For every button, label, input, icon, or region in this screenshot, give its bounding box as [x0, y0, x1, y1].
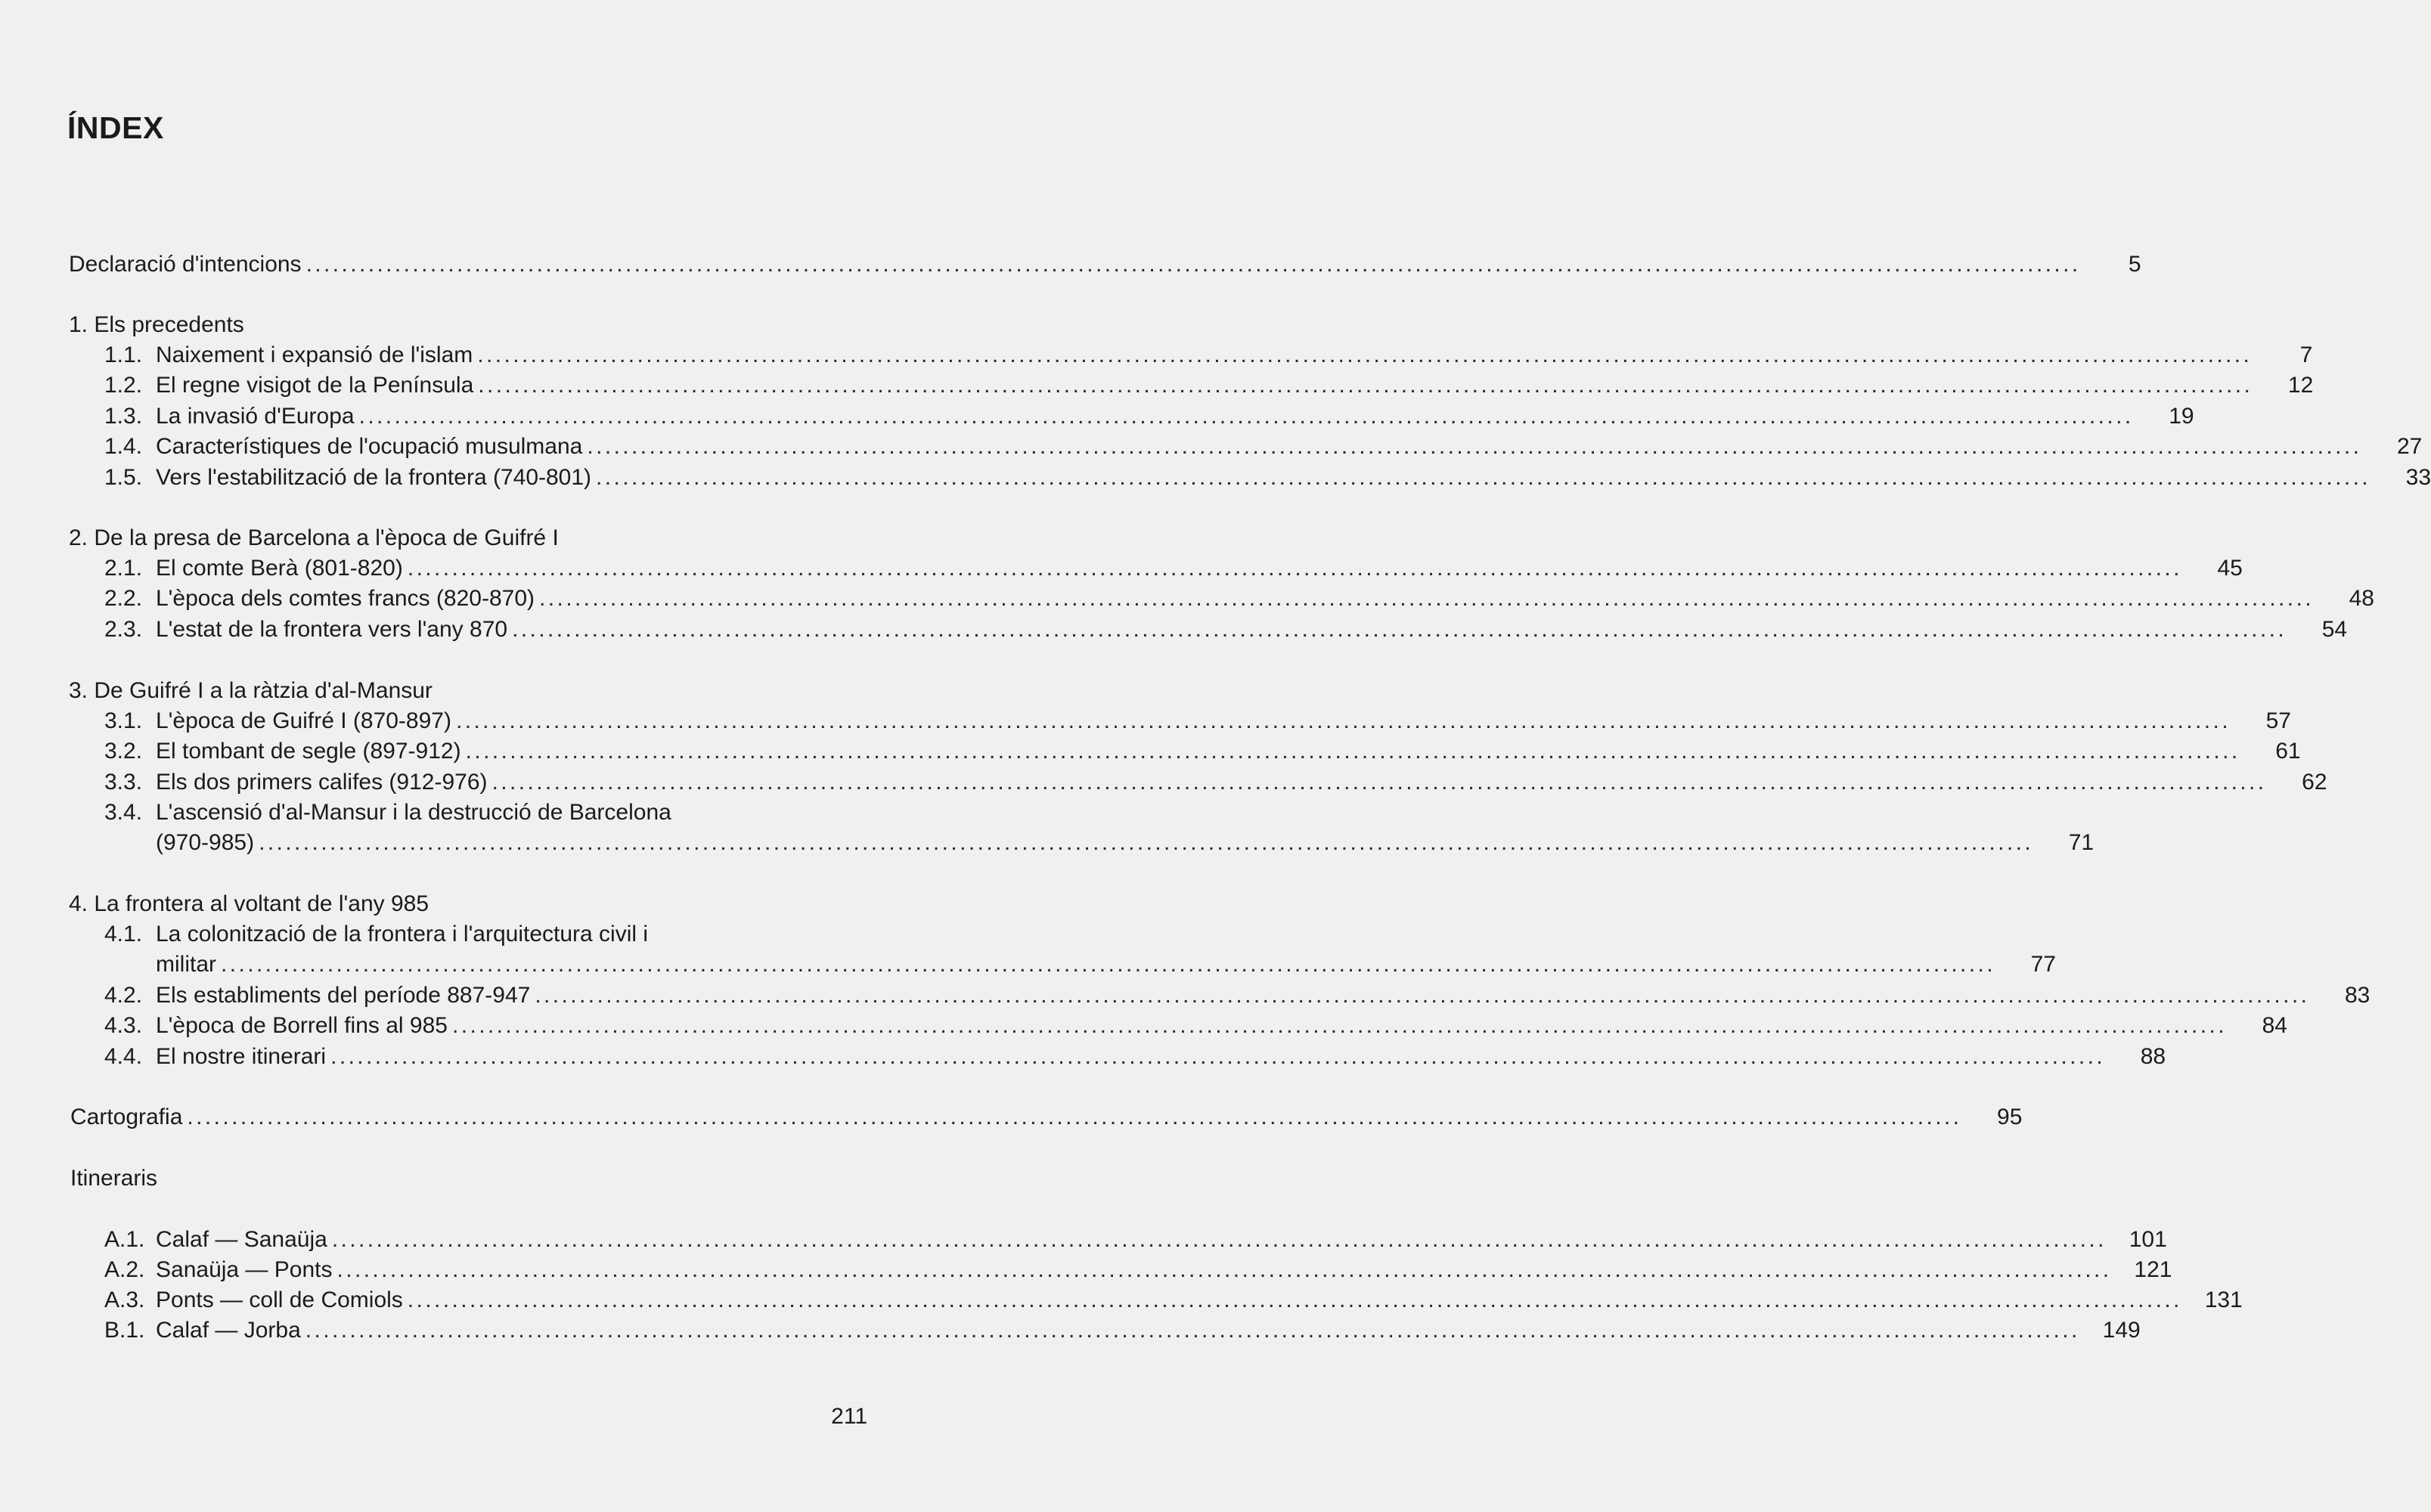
toc-entry — [104, 615, 2348, 645]
toc-entry — [104, 981, 2371, 1011]
dot-leader: ........................................................................................................................................................................................................ — [187, 1105, 1962, 1129]
entry-page-number: 33 — [2405, 465, 2431, 490]
dot-leader: ........................................................................................................................................................................................................ — [305, 1318, 2080, 1343]
toc-entry — [104, 401, 2194, 432]
toc-entry — [104, 767, 2327, 798]
entry-page-number: 19 — [2169, 404, 2194, 429]
entry-number: 1.5. — [104, 465, 143, 490]
section-heading: 2. De la presa de Barcelona a l'època de Guifré I — [69, 525, 559, 550]
toc-entry — [104, 432, 2423, 462]
toc-entry — [104, 919, 867, 950]
entry-label: (970-985) — [156, 830, 255, 855]
dot-leader: ........................................................................................................................................................................................................ — [587, 434, 2362, 459]
entry-label: L'època de Borrell fins al 985 — [156, 1013, 448, 1038]
entry-page-number: 77 — [2030, 952, 2056, 977]
entry-number: B.1. — [104, 1318, 145, 1343]
entry-number: 1.2. — [104, 373, 143, 398]
dot-leader: ........................................................................................................................................................................................................ — [259, 830, 2034, 855]
entry-number: 4.1. — [104, 922, 143, 947]
entry-page-number: 88 — [2140, 1044, 2166, 1069]
entry-number: A.2. — [104, 1257, 145, 1282]
entry-number: 1.1. — [104, 342, 143, 367]
page-title: ÍNDEX — [67, 110, 164, 145]
toc-entry — [104, 736, 2301, 767]
entry-label: militar — [156, 952, 216, 977]
entry-page-number: 48 — [2349, 586, 2374, 611]
entry-label: Calaf — Jorba — [156, 1318, 301, 1343]
entry-number: 3.4. — [104, 800, 143, 825]
entry-number: 3.3. — [104, 770, 143, 795]
entry-page-number: 45 — [2217, 556, 2243, 581]
dot-leader: ........................................................................................................................................................................................................ — [477, 342, 2253, 367]
toc-entry — [104, 584, 2374, 614]
entry-number: 4.4. — [104, 1044, 143, 1069]
entry-label: Vers l'estabilització de la frontera (740-801) — [156, 465, 592, 490]
toc-entry — [104, 463, 2431, 493]
entry-number: 1.4. — [104, 434, 143, 459]
toc-entry — [104, 798, 867, 828]
dot-leader: ........................................................................................................................................................................................................ — [451, 1013, 2227, 1038]
toc-entry — [104, 370, 2314, 401]
toc-entry — [104, 1042, 2166, 1072]
entry-number: 2.2. — [104, 586, 143, 611]
section-heading: 4. La frontera al voltant de l'any 985 — [69, 891, 429, 916]
entry-page-number: 131 — [2204, 1287, 2243, 1312]
dot-leader: ........................................................................................................................................................................................................ — [305, 252, 2081, 277]
section-heading: Itineraris — [70, 1166, 158, 1191]
entry-number: 1.3. — [104, 404, 143, 429]
entry-label: La invasió d'Europa — [156, 404, 355, 429]
entry-number: 3.1. — [104, 708, 143, 733]
entry-label: Sanaüja — Ponts — [156, 1257, 333, 1282]
entry-label: Calaf — Sanaüja — [156, 1227, 327, 1252]
entry-page-number: 5 — [2128, 252, 2141, 277]
entry-page-number: 54 — [2321, 617, 2348, 642]
entry-label: El nostre itinerari — [156, 1044, 327, 1069]
page-number: 211 — [831, 1404, 867, 1429]
entry-number: A.1. — [104, 1227, 145, 1252]
dot-leader: ........................................................................................................................................................................................................ — [331, 1227, 2107, 1252]
dot-leader: ........................................................................................................................................................................................................ — [336, 1257, 2112, 1282]
toc-entry — [104, 1315, 2141, 1346]
dot-leader: ........................................................................................................................................................................................................ — [539, 586, 2314, 611]
entry-page-number: 101 — [2129, 1227, 2167, 1252]
entry-label: Els establiments del període 887-947 — [156, 983, 531, 1008]
dot-leader: ........................................................................................................................................................................................................ — [512, 617, 2287, 642]
toc-entry — [70, 1102, 2023, 1132]
entry-label: Característiques de l'ocupació musulmana — [156, 434, 583, 459]
dot-leader: ........................................................................................................................................................................................................ — [407, 556, 2182, 581]
toc-entry — [104, 553, 2243, 584]
dot-leader: ........................................................................................................................................................................................................ — [221, 952, 1995, 977]
entry-label: La colonització de la frontera i l'arquitectura civil i — [156, 922, 649, 947]
dot-leader: ........................................................................................................................................................................................................ — [465, 739, 2240, 764]
entry-label: L'època de Guifré I (870-897) — [156, 708, 451, 733]
toc-entry — [156, 950, 2056, 980]
entry-page-number: 83 — [2344, 983, 2371, 1008]
toc-entry — [156, 828, 2095, 858]
entry-label: El comte Berà (801-820) — [156, 556, 403, 581]
entry-label: El regne visigot de la Península — [156, 373, 474, 398]
toc-entry — [69, 249, 2141, 280]
entry-label: L'ascensió d'al-Mansur i la destrucció de Barcelona — [156, 800, 671, 825]
toc-entry — [104, 706, 2291, 736]
entry-page-number: 62 — [2302, 770, 2327, 795]
dot-leader: ........................................................................................................................................................................................................ — [330, 1044, 2106, 1069]
entry-number: 4.2. — [104, 983, 143, 1008]
toc-entry — [104, 1285, 2243, 1315]
toc-entry — [104, 340, 2313, 370]
entry-number: 2.3. — [104, 617, 143, 642]
dot-leader: ........................................................................................................................................................................................................ — [596, 465, 2371, 490]
dot-leader: ........................................................................................................................................................................................................ — [358, 404, 2134, 429]
dot-leader: ........................................................................................................................................................................................................ — [455, 708, 2231, 733]
entry-page-number: 12 — [2287, 373, 2314, 398]
entry-number: 3.2. — [104, 739, 143, 764]
entry-page-number: 121 — [2134, 1257, 2172, 1282]
entry-page-number: 27 — [2396, 434, 2423, 459]
entry-number: A.3. — [104, 1287, 145, 1312]
toc-entry — [104, 1255, 2172, 1285]
entry-page-number: 57 — [2265, 708, 2291, 733]
entry-page-number: 95 — [1997, 1105, 2023, 1129]
dot-leader: ........................................................................................................................................................................................................ — [407, 1287, 2182, 1312]
entry-page-number: 149 — [2102, 1318, 2141, 1343]
entry-label: L'època dels comtes francs (820-870) — [156, 586, 535, 611]
toc-entry — [104, 1225, 2167, 1255]
toc-entry — [104, 1011, 2287, 1041]
dot-leader: ........................................................................................................................................................................................................ — [478, 373, 2253, 398]
entry-label: Naixement i expansió de l'islam — [156, 342, 473, 367]
entry-page-number: 84 — [2262, 1013, 2287, 1038]
section-heading: 3. De Guifré I a la ràtzia d'al-Mansur — [69, 678, 433, 703]
entry-label: Declaració d'intencions — [69, 252, 302, 277]
entry-label: Cartografia — [70, 1105, 183, 1129]
entry-number: 4.3. — [104, 1013, 143, 1038]
entry-label: El tombant de segle (897-912) — [156, 739, 461, 764]
entry-label: L'estat de la frontera vers l'any 870 — [156, 617, 508, 642]
entry-page-number: 71 — [2068, 830, 2095, 855]
entry-label: Ponts — coll de Comiols — [156, 1287, 403, 1312]
dot-leader: ........................................................................................................................................................................................................ — [535, 983, 2310, 1008]
section-heading: 1. Els precedents — [69, 312, 244, 337]
entry-page-number: 61 — [2275, 739, 2301, 764]
entry-number: 2.1. — [104, 556, 143, 581]
dot-leader: ........................................................................................................................................................................................................ — [491, 770, 2267, 795]
entry-page-number: 7 — [2299, 342, 2313, 367]
entry-label: Els dos primers califes (912-976) — [156, 770, 488, 795]
